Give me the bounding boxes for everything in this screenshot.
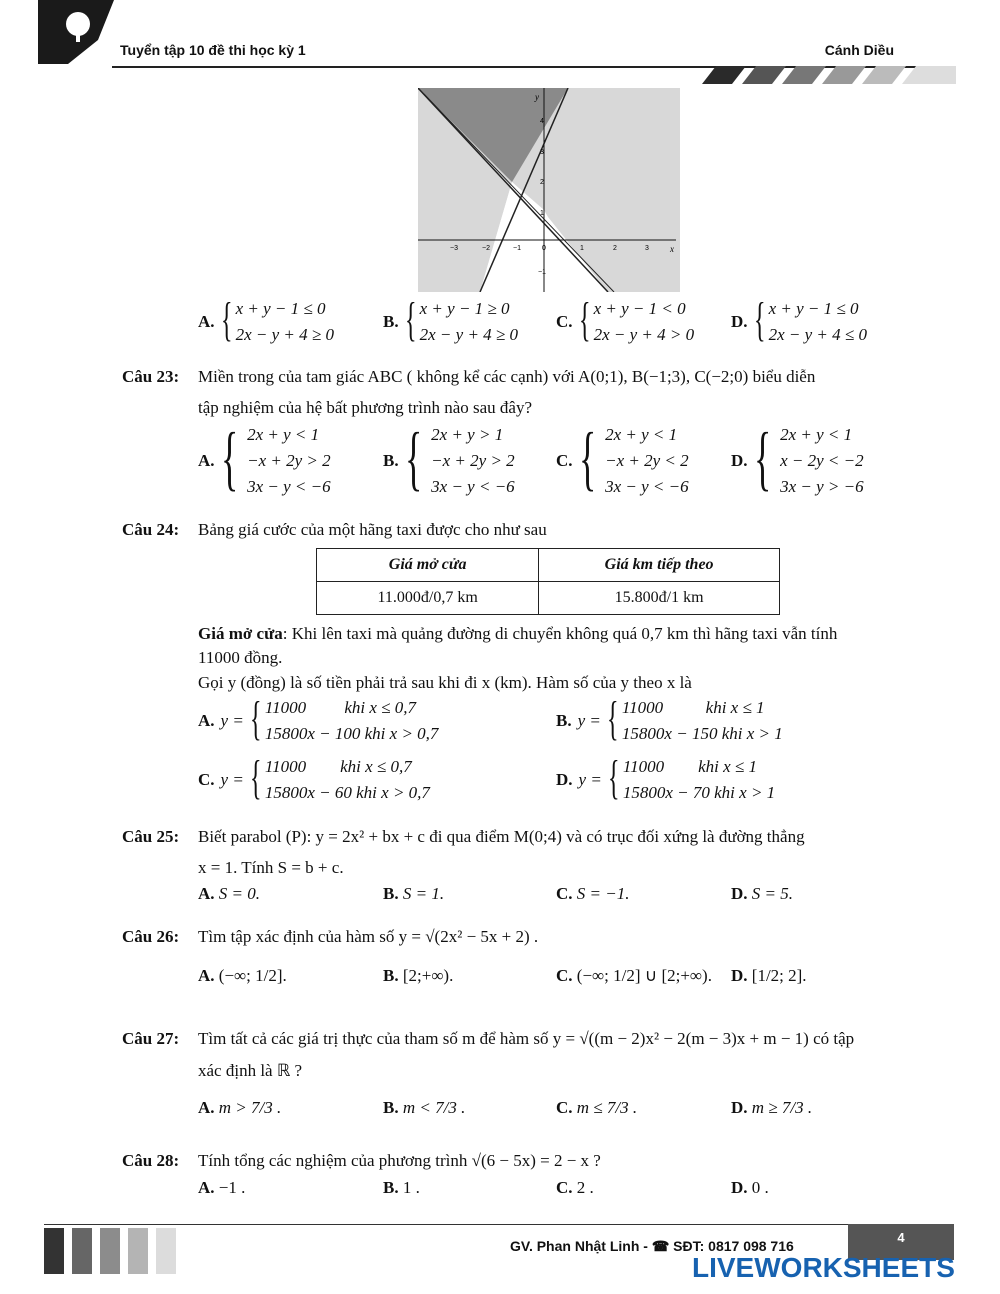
table-header: Giá km tiếp theo	[539, 549, 780, 582]
q25-option-b[interactable]: B. S = 1.	[383, 884, 445, 903]
q28-option-a[interactable]: A. −1 .	[198, 1178, 246, 1197]
q26-option-b[interactable]: B. [2;+∞).	[383, 966, 454, 985]
question-text: Tìm tập xác định của hàm số y = √(2x² − 5x + 2) .	[198, 927, 539, 946]
footer-bar	[72, 1228, 92, 1274]
question-text: Tìm tất cả các giá trị thực của tham số m để hàm số y = √((m − 2)x² − 2(m − 3)x + m − 1) có tập	[198, 1029, 855, 1048]
y-axis-label: y	[535, 92, 539, 102]
x-tick: 3	[645, 245, 649, 252]
q25-option-c[interactable]: C. S = −1.	[556, 884, 630, 903]
question-text: Bảng giá cước của một hãng taxi được cho như sau	[198, 520, 547, 539]
fare-table	[316, 548, 780, 615]
q25-option-d[interactable]: D. S = 5.	[731, 884, 794, 903]
question-number: Câu 27:	[122, 1029, 180, 1048]
q26-option-c[interactable]: C. (−∞; 1/2] ∪ [2;+∞).	[556, 966, 712, 985]
x-tick: 2	[613, 245, 617, 252]
table-cell: 15.800đ/1 km	[539, 582, 780, 615]
question-text: x = 1. Tính S = b + c.	[198, 858, 344, 877]
q23-option-a[interactable]: A. { 2x + y < 1 −x + 2y > 2 3x − y < −6	[198, 418, 331, 498]
q27-option-b[interactable]: B. m < 7/3 .	[383, 1098, 466, 1117]
page-number: 4	[848, 1224, 954, 1260]
q22-option-a[interactable]: A. { x + y − 1 ≤ 0 2x − y + 4 ≥ 0	[198, 293, 334, 346]
q22-option-b[interactable]: B. { x + y − 1 ≥ 0 2x − y + 4 ≥ 0	[383, 293, 519, 346]
header-stripes	[700, 66, 956, 86]
q22-option-d[interactable]: D. { x + y − 1 ≤ 0 2x − y + 4 ≤ 0	[731, 293, 867, 346]
q24-option-c[interactable]: C. y = { 11000 khi x ≤ 0,7 15800x − 60 khi x > 0,7	[198, 751, 430, 804]
q22-option-c[interactable]: C. { x + y − 1 < 0 2x − y + 4 > 0	[556, 293, 695, 346]
logo-emblem	[38, 0, 114, 64]
question-number: Câu 23:	[122, 367, 180, 386]
liveworksheets-logo[interactable]: LIVEWORKSHEETS	[692, 1252, 955, 1283]
footer-bar	[156, 1228, 176, 1274]
question-text: Biết parabol (P): y = 2x² + bx + c đi qua điểm M(0;4) và có trục đối xứng là đường thẳng	[198, 827, 805, 846]
question-text: Tính tổng các nghiệm của phương trình √(6 − 5x) = 2 − x ?	[198, 1151, 601, 1170]
q23-option-c[interactable]: C. { 2x + y < 1 −x + 2y < 2 3x − y < −6	[556, 418, 689, 498]
footer-divider	[44, 1224, 954, 1225]
q26-option-a[interactable]: A. (−∞; 1/2].	[198, 966, 287, 985]
table-header: Giá mở cửa	[317, 549, 539, 582]
x-tick: −2	[482, 245, 490, 252]
x-axis-label: x	[670, 244, 674, 254]
y-tick: 4	[540, 118, 544, 125]
x-tick: 0	[542, 245, 546, 252]
x-tick: 1	[580, 245, 584, 252]
q24-option-d[interactable]: D. y = { 11000 khi x ≤ 1 15800x − 70 khi x > 1	[556, 751, 776, 804]
question-text: tập nghiệm của hệ bất phương trình nào sau đây?	[198, 398, 533, 417]
question-number: Câu 25:	[122, 827, 180, 846]
q28-option-d[interactable]: D. 0 .	[731, 1178, 769, 1197]
fare-note: 11000 đồng.	[198, 648, 283, 667]
q25-option-a[interactable]: A. S = 0.	[198, 884, 261, 903]
q28-option-c[interactable]: C. 2 .	[556, 1178, 594, 1197]
header-subject: Cánh Diều	[824, 42, 894, 58]
footer-bar	[128, 1228, 148, 1274]
teacher-contact: GV. Phan Nhật Linh - ☎ SĐT: 0817 098 716	[510, 1238, 794, 1254]
q26-option-d[interactable]: D. [1/2; 2].	[731, 966, 807, 985]
y-tick: 2	[540, 179, 544, 186]
question-number: Câu 26:	[122, 927, 180, 946]
q24-option-a[interactable]: A. y = { 11000 khi x ≤ 0,7 15800x − 100 khi x > 0,7	[198, 692, 439, 745]
table-cell: 11.000đ/0,7 km	[317, 582, 539, 615]
question-number: Câu 24:	[122, 520, 180, 539]
y-tick: −1	[538, 269, 546, 276]
q27-option-c[interactable]: C. m ≤ 7/3 .	[556, 1098, 638, 1117]
y-tick: 3	[540, 149, 544, 156]
footer-bar	[100, 1228, 120, 1274]
q23-option-b[interactable]: B. { 2x + y > 1 −x + 2y > 2 3x − y < −6	[383, 418, 515, 498]
question-number: Câu 28:	[122, 1151, 180, 1170]
q27-option-a[interactable]: A. m > 7/3 .	[198, 1098, 282, 1117]
inequality-graph	[418, 88, 680, 292]
question-text: Miền trong của tam giác ABC ( không kể các cạnh) với A(0;1), B(−1;3), C(−2;0) biểu diễn	[198, 367, 816, 386]
x-tick: −1	[513, 245, 521, 252]
q23-option-d[interactable]: D. { 2x + y < 1 x − 2y < −2 3x − y > −6	[731, 418, 864, 498]
header-title: Tuyển tập 10 đề thi học kỳ 1	[120, 42, 306, 58]
q24-option-b[interactable]: B. y = { 11000 khi x ≤ 1 15800x − 150 khi x > 1	[556, 692, 783, 745]
question-text: Gọi y (đồng) là số tiền phải trả sau khi đi x (km). Hàm số của y theo x là	[198, 673, 692, 692]
y-tick: 1	[540, 210, 544, 217]
question-text: xác định là ℝ ?	[198, 1061, 303, 1080]
fare-note: Giá mở cửa: Khi lên taxi mà quảng đường di chuyển không quá 0,7 km thì hãng taxi vẫn tính	[198, 624, 838, 643]
q27-option-d[interactable]: D. m ≥ 7/3 .	[731, 1098, 813, 1117]
q28-option-b[interactable]: B. 1 .	[383, 1178, 420, 1197]
footer-bar	[44, 1228, 64, 1274]
x-tick: −3	[450, 245, 458, 252]
